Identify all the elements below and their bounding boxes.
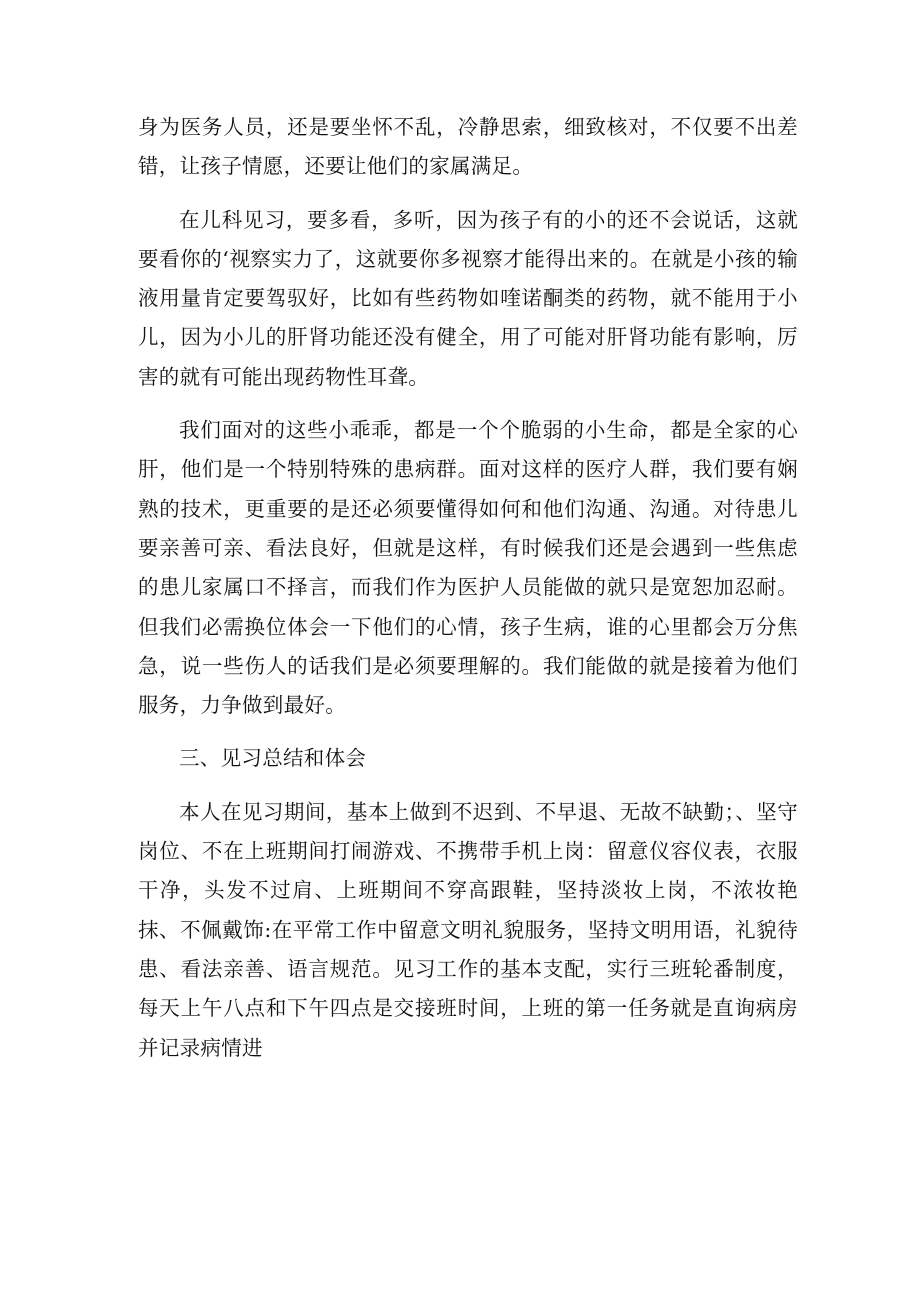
paragraph-continuation: 身为医务人员，还是要坐怀不乱，冷静思索，细致核对，不仅要不出差错，让孩子情愿，还要让他们的家属满足。: [138, 115, 798, 179]
paragraph-patient-communication: 我们面对的这些小乖乖，都是一个个脆弱的小生命，都是全家的心肝，他们是一个特别特殊的患病群。面对这样的医疗人群，我们要有娴熟的技术，更重要的是还必须要懂得如何和他们沟通、沟通。对待患儿要亲善可亲、看法良好，但就是这样，有时候我们还是会遇到一些焦虑的患儿家属口不择言，而我们作为医护人员能做的就只是宽恕加忍耐。但我们必需换位体会一下他们的心情，孩子生病，谁的心里都会万分焦急，说一些伤人的话我们是必须要理解的。我们能做的就是接着为他们服务，力争做到最好。: [138, 418, 798, 718]
document-body: [138, 108, 798, 1082]
paragraph-pediatric-observation: 在儿科见习，要多看，多听，因为孩子有的小的还不会说话，这就要看你的‘视察实力了，这就要你多视察才能得出来的。在就是小孩的输液用量肯定要驾驭好，比如有些药物如喹诺酮类的药物，就不能用于小儿，因为小儿的肝肾功能还没有健全，用了可能对肝肾功能有影响，厉害的就有可能出现药物性耳聋。: [138, 207, 798, 389]
paragraph-internship-summary: 本人在见习期间，基本上做到不迟到、不早退、无故不缺勤；、坚守岗位、不在上班期间打闹游戏、不携带手机上岗：留意仪容仪表，衣服干净，头发不过肩、上班期间不穿高跟鞋，坚持淡妆上岗，不浓妆艳抹、不佩戴饰:在平常工作中留意文明礼貌服务，坚持文明用语，礼貌待患、看法亲善、语言规范。见习工作的基本支配，实行三班轮番制度，每天上午八点和下午四点是交接班时间，上班的第一任务就是直询病房并记录病情进: [138, 799, 798, 1060]
section-heading: 三、见习总结和体会: [179, 746, 367, 771]
